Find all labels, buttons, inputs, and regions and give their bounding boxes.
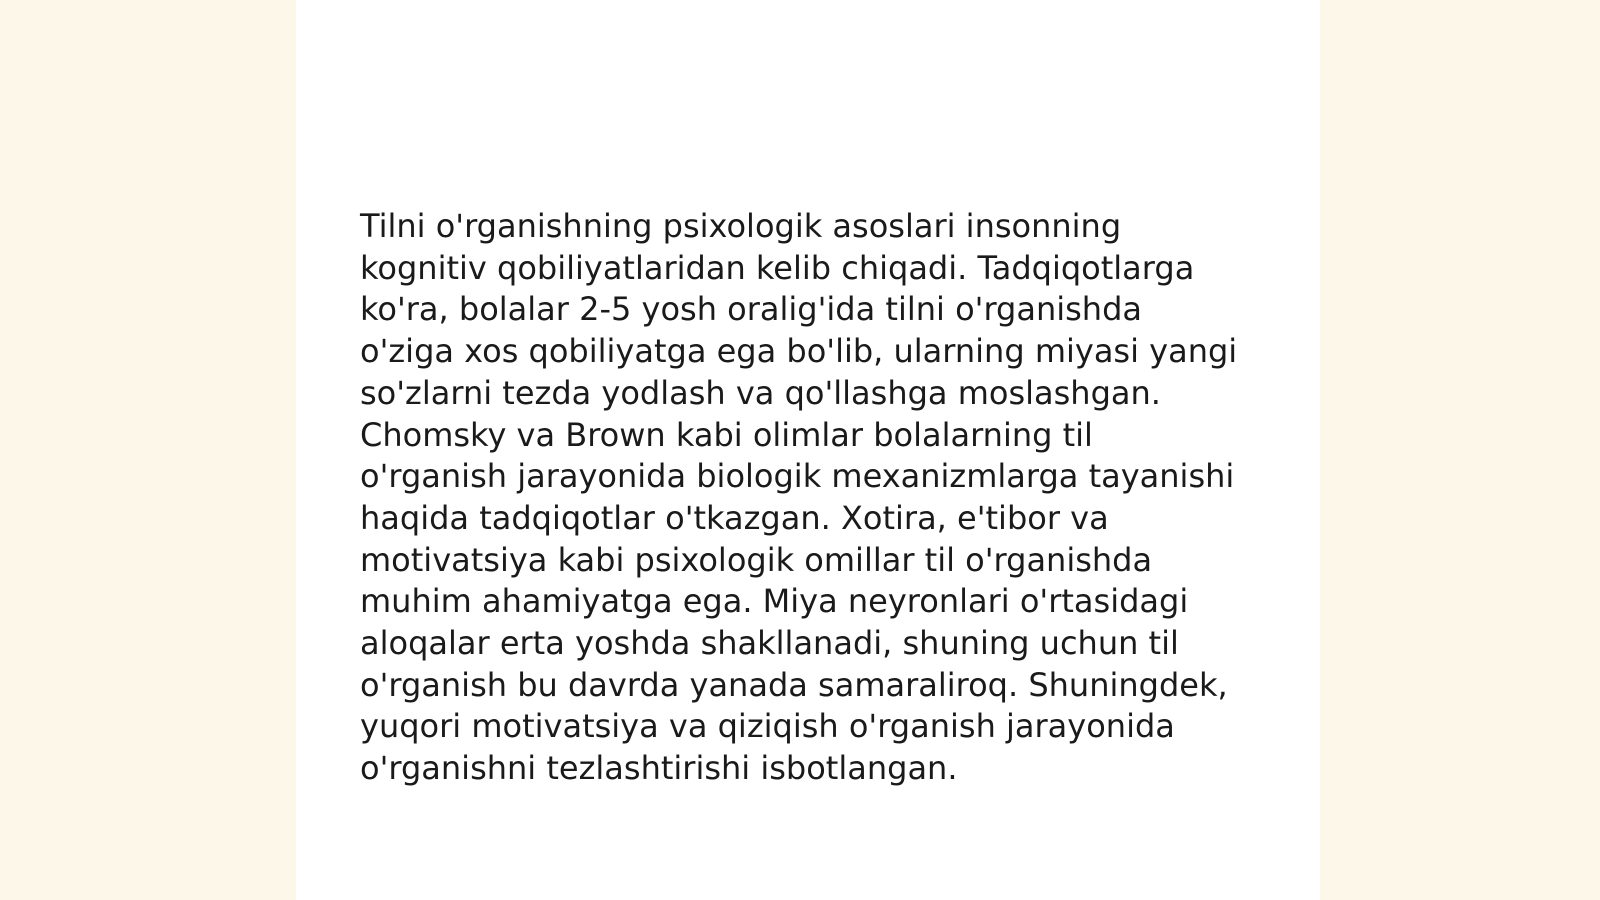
body-paragraph: Tilni o'rganishning psixologik asoslari insonning kognitiv qobiliyatlaridan kelib chiqadi. Tadqiqotlarga ko'ra, bolalar 2-5 yosh oralig'ida tilni o'rganishda o'ziga xos qobiliyatga ega bo'lib, ularning miyasi yangi so'zlarni tezda yodlash va qo'llashga moslashgan. Chomsky va Brown kabi olimlar bolalarning til o'rganish jarayonida biologik mexanizmlarga tayanishi haqida tadqiqotlar o'tkazgan. Xotira, e'tibor va motivatsiya kabi psixologik omillar til o'rganishda muhim ahamiyatga ega. Miya neyronlari o'rtasidagi aloqalar erta yoshda shakllanadi, shuning uchun til o'rganish bu davrda yanada samaraliroq. Shuningdek, yuqori motivatsiya va qiziqish o'rganish jarayonida o'rganishni tezlashtirishi isbotlangan. xyxy=(360,207,1238,788)
document-page xyxy=(296,0,1320,900)
